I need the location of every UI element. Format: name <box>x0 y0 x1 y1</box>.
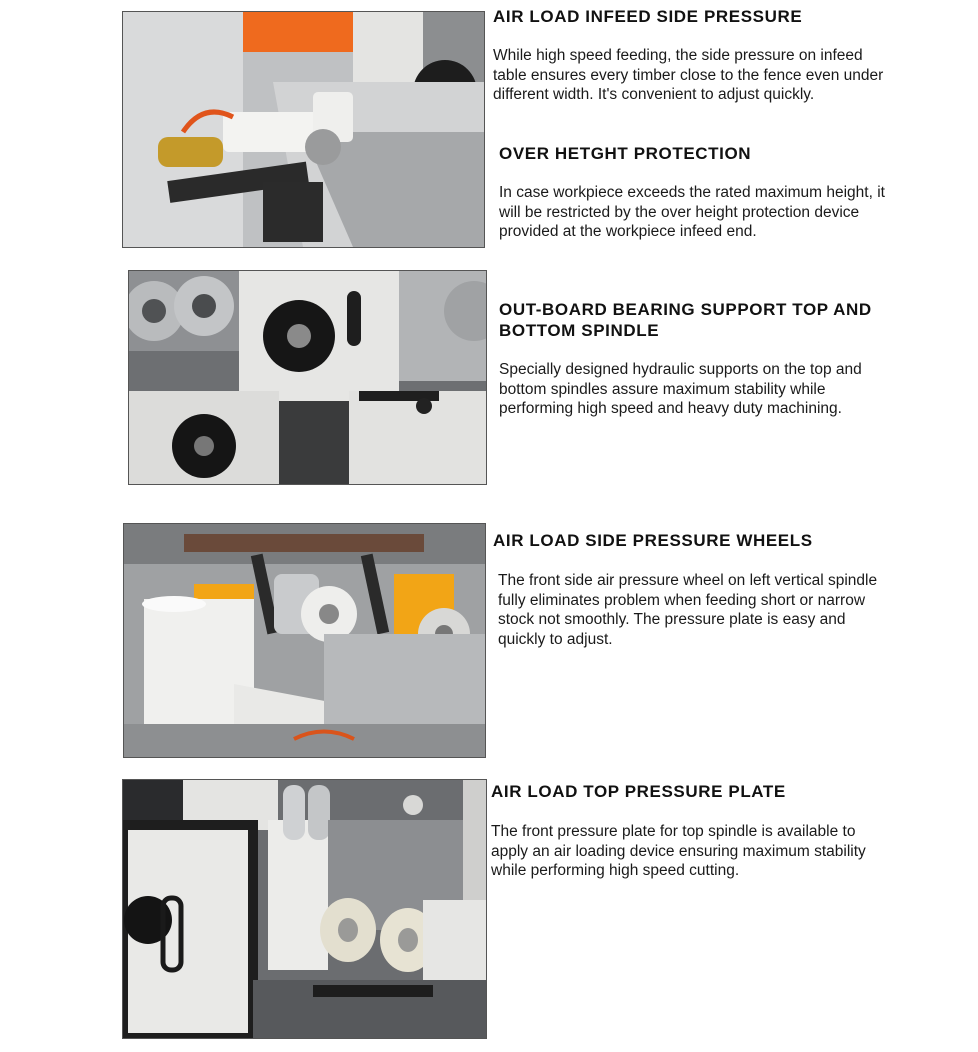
text-infeed-side-pressure: While high speed feeding, the side pressure on infeed table ensures every timber close to the fence even under different width. It's convenient to adjust quickly. <box>493 47 884 104</box>
text-side-pressure-wheels: The front side air pressure wheel on left vertical spindle fully eliminates problem when feeding short or narrow stock not smoothly. The pressure plate is easy and quickly to adjust. <box>498 572 878 648</box>
photo-top-pressure-plate <box>122 779 487 1039</box>
text-top-pressure-plate: The front pressure plate for top spindle is available to apply an air loading device ensuring maximum stability while performing high speed cutting. <box>491 823 866 880</box>
heading-top-pressure-plate: AIR LOAD TOP PRESSURE PLATE <box>491 782 786 801</box>
heading-side-pressure-wheels: AIR LOAD SIDE PRESSURE WHEELS <box>493 531 813 550</box>
photo-outboard-bearing-support <box>128 270 487 485</box>
heading-infeed-side-pressure: AIR LOAD INFEED SIDE PRESSURE <box>493 7 803 26</box>
text-outboard-bearing-support: Specially designed hydraulic supports on the top and bottom spindles assure maximum stability while performing high speed and heavy duty machining. <box>499 361 862 418</box>
photo-side-pressure-wheels <box>123 523 486 758</box>
heading-over-height-protection: OVER HETGHT PROTECTION <box>499 144 752 163</box>
photo-infeed-side-pressure <box>122 11 485 248</box>
text-over-height-protection: In case workpiece exceeds the rated maximum height, it will be restricted by the over height protection device provided at the workpiece infeed end. <box>499 184 885 241</box>
heading-outboard-bearing-support: OUT-BOARD BEARING SUPPORT TOP AND BOTTOM SPINDLE <box>499 300 872 340</box>
